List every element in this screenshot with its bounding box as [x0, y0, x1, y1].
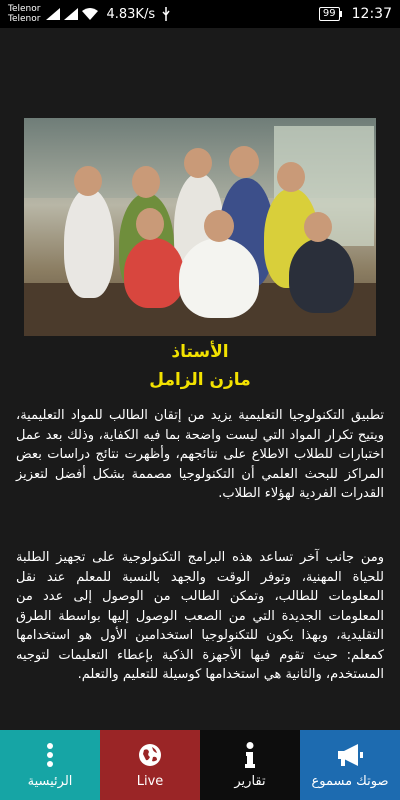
bottom-navigation — [0, 730, 400, 800]
globe-icon — [138, 742, 162, 768]
article-content[interactable] — [0, 28, 400, 730]
nav-home-button[interactable] — [0, 730, 100, 800]
carrier-labels — [8, 4, 40, 24]
signal-icon-2 — [64, 8, 78, 20]
more-vertical-icon — [46, 742, 54, 768]
nav-reports-button[interactable] — [200, 730, 300, 800]
nav-reports-label: تقارير — [234, 773, 266, 789]
carrier-1: Telenor — [8, 4, 41, 14]
group-photo — [24, 118, 376, 336]
status-bar — [0, 0, 400, 28]
megaphone-icon — [336, 742, 364, 768]
title-label: الأستاذ — [171, 342, 229, 362]
nav-live-label: Live — [136, 773, 164, 789]
carrier-2: Telenor — [8, 14, 41, 24]
battery-icon: 99 — [319, 7, 340, 21]
clock: 12:37 — [351, 6, 392, 22]
usb-icon — [161, 7, 171, 21]
signal-icon — [46, 8, 60, 20]
article-paragraph-1: تطبيق التكنولوجيا التعليمية يزيد من إتقان الطالب للمواد التعليمية، ويتيح تكرار المواد التي ليست واضحة بما فيه الكفاية، وذلك بعد عمل اختبارات للطلاب الاطلاع على نتائجهم، وأظهرت نتائج دراسات بعض المراكز للبحث العلمي أن التكنولوجيا مصممة بشكل أفضل لتعزيز القدرات الفردية لهؤلاء الطلاب. — [16, 408, 384, 501]
article-paragraph-2: ومن جانب آخر تساعد هذه البرامج التكنولوجية على تجهيز الطلبة للحياة المهنية، وتوفر الوقت والجهد بالنسبة للمعلم عند نقل المعلومات للطالب، وتمكن الطالب من الوصول إلى عدد من المعلومات الجديدة التي من الصعب الوصول إليها بواسطة الطرق التقليدية، وبهذا يكون للتكنولوجيا استخدامين الأول هو استخدامها كمعلم: حيث تقوم فيها الأجهزة الذكية بإعطاء التعليمات لتوجيه المستخدم، والثانية هي استخدامها كوسيلة للتعليم والتعلم. — [16, 550, 384, 682]
nav-live-button[interactable] — [100, 730, 200, 800]
wifi-icon — [82, 8, 98, 20]
network-speed: 4.83K/s — [106, 6, 156, 22]
nav-home-label: الرئيسية — [27, 773, 73, 789]
nav-voice-button[interactable] — [300, 730, 400, 800]
author-name: مازن الزامل — [149, 370, 251, 390]
info-icon — [244, 742, 256, 768]
nav-voice-label: صوتك مسموع — [311, 773, 389, 789]
